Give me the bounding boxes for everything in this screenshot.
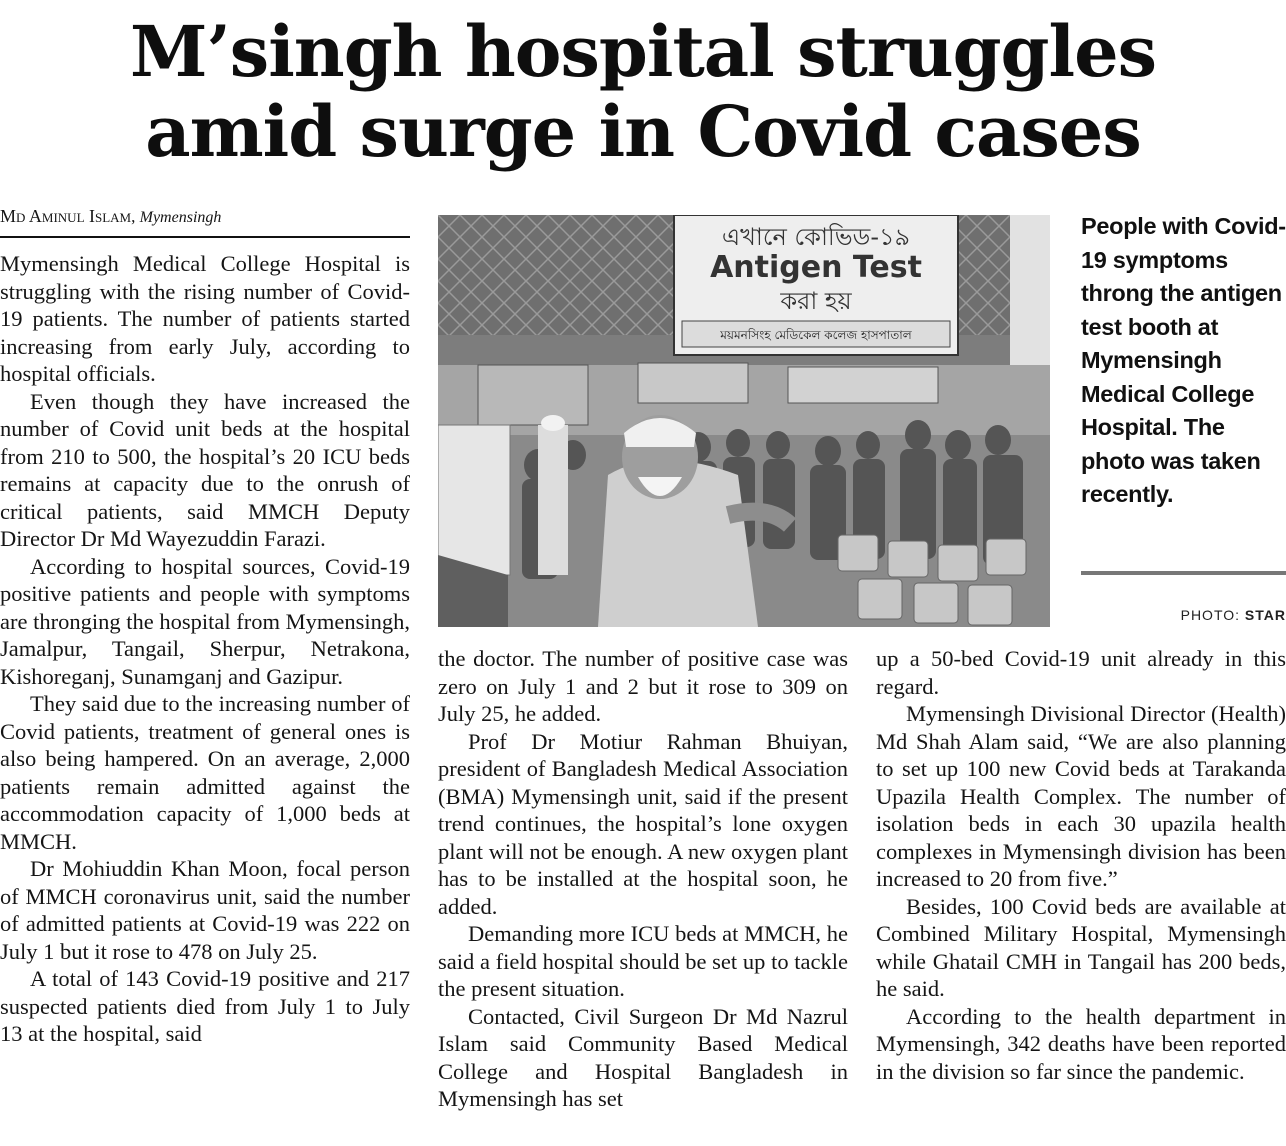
paragraph: Mymensingh Medical College Hospital is struggling with the rising number of Covid-19 patients. The number of patients started increasing from early July, according to hospital officials. (0, 251, 410, 386)
paragraph: They said due to the increasing number of Covid patients, treatment of general ones is also being hampered. On an average, 2,000 patients remain admitted against the accommodation capacity of 1,000 beds at MMCH. (0, 691, 410, 854)
banner-english: Antigen Test (710, 250, 922, 285)
paragraph: Mymensingh Divisional Director (Health) Md Shah Alam said, “We are also planning to set up 100 new Covid beds at Tarakanda Upazila Health Complex. The number of isolation beds in each 30 upazila health complexes in Mymensingh division has been increased to 20 from five.” (876, 701, 1286, 891)
article-column-3 (876, 645, 1286, 1085)
caption-divider (1081, 571, 1286, 575)
paragraph: According to hospital sources, Covid-19 positive patients and people with symptoms are thronging the hospital from Mymensingh, Jamalpur, Tangail, Sherpur, Netrakona, Kishoreganj, Sunamganj and Gazipur. (0, 553, 410, 689)
paragraph: Demanding more ICU beds at MMCH, he said a field hospital should be set up to tackle the present situation. (438, 921, 848, 1001)
banner-bengali-bottom: করা হয় (780, 287, 852, 315)
paragraph: According to the health department in Mymensingh, 342 deaths have been reported in the division so far since the pandemic. (876, 1003, 1286, 1084)
paragraph: Contacted, Civil Surgeon Dr Md Nazrul Islam said Community Based Medical College and Hospital Bangladesh in Mymensingh has set (438, 1003, 848, 1111)
byline: Md Aminul Islam, Mymensingh (0, 204, 410, 238)
headline-line-2: amid surge in Covid cases (145, 90, 1141, 173)
photo-illustration (438, 215, 1050, 627)
paragraph: A total of 143 Covid-19 positive and 217 suspected patients died from July 1 to July 13 at the hospital, said (0, 966, 410, 1046)
paragraph: Prof Dr Motiur Rahman Bhuiyan, president of Bangladesh Medical Association (BMA) Mymensingh unit, said if the present trend continues, the hospital’s lone oxygen plant will not be enough. A new oxygen plant has to be installed at the hospital soon, he added. (438, 728, 848, 919)
photo-credit-source: STAR (1244, 607, 1286, 623)
headline-line-1: M’singh hospital struggles (129, 10, 1157, 93)
article-column-1 (0, 250, 410, 1048)
photo-credit-label: PHOTO: (1180, 607, 1241, 623)
banner-bengali-top: এখানে কোভিড-১৯ (721, 223, 911, 251)
photo-credit (1100, 607, 1286, 623)
byline-author: Md Aminul Islam (0, 206, 132, 226)
article-column-2 (438, 645, 848, 1113)
paragraph: the doctor. The number of positive case was zero on July 1 and 2 but it rose to 309 on July 25, he added. (438, 646, 848, 726)
photo-caption: People with Covid-19 symptoms throng the antigen test booth at Mymensingh Medical College Hospital. The photo was taken recently. (1081, 213, 1286, 507)
news-photo (438, 215, 1050, 627)
paragraph: Even though they have increased the number of Covid unit beds at the hospital from 210 to 500, the hospital’s 20 ICU beds remains at capacity due to the onrush of critical patients, said MMCH Deputy Director Dr Md Wayezuddin Farazi. (0, 388, 410, 551)
paragraph: up a 50-bed Covid-19 unit already in this regard. (876, 646, 1286, 699)
paragraph: Besides, 100 Covid beds are available at Combined Military Hospital, Mymensingh while Ghatail CMH in Tangail has 200 beds, he said. (876, 893, 1286, 1001)
headline (0, 12, 1286, 172)
byline-location: Mymensingh (139, 209, 222, 226)
banner-hospital: ময়মনসিংহ মেডিকেল কলেজ হাসপাতাল (720, 328, 912, 342)
paragraph: Dr Mohiuddin Khan Moon, focal person of MMCH coronavirus unit, said the number of admitted patients at Covid-19 was 222 on July 1 but it rose to 478 on July 25. (0, 856, 410, 964)
